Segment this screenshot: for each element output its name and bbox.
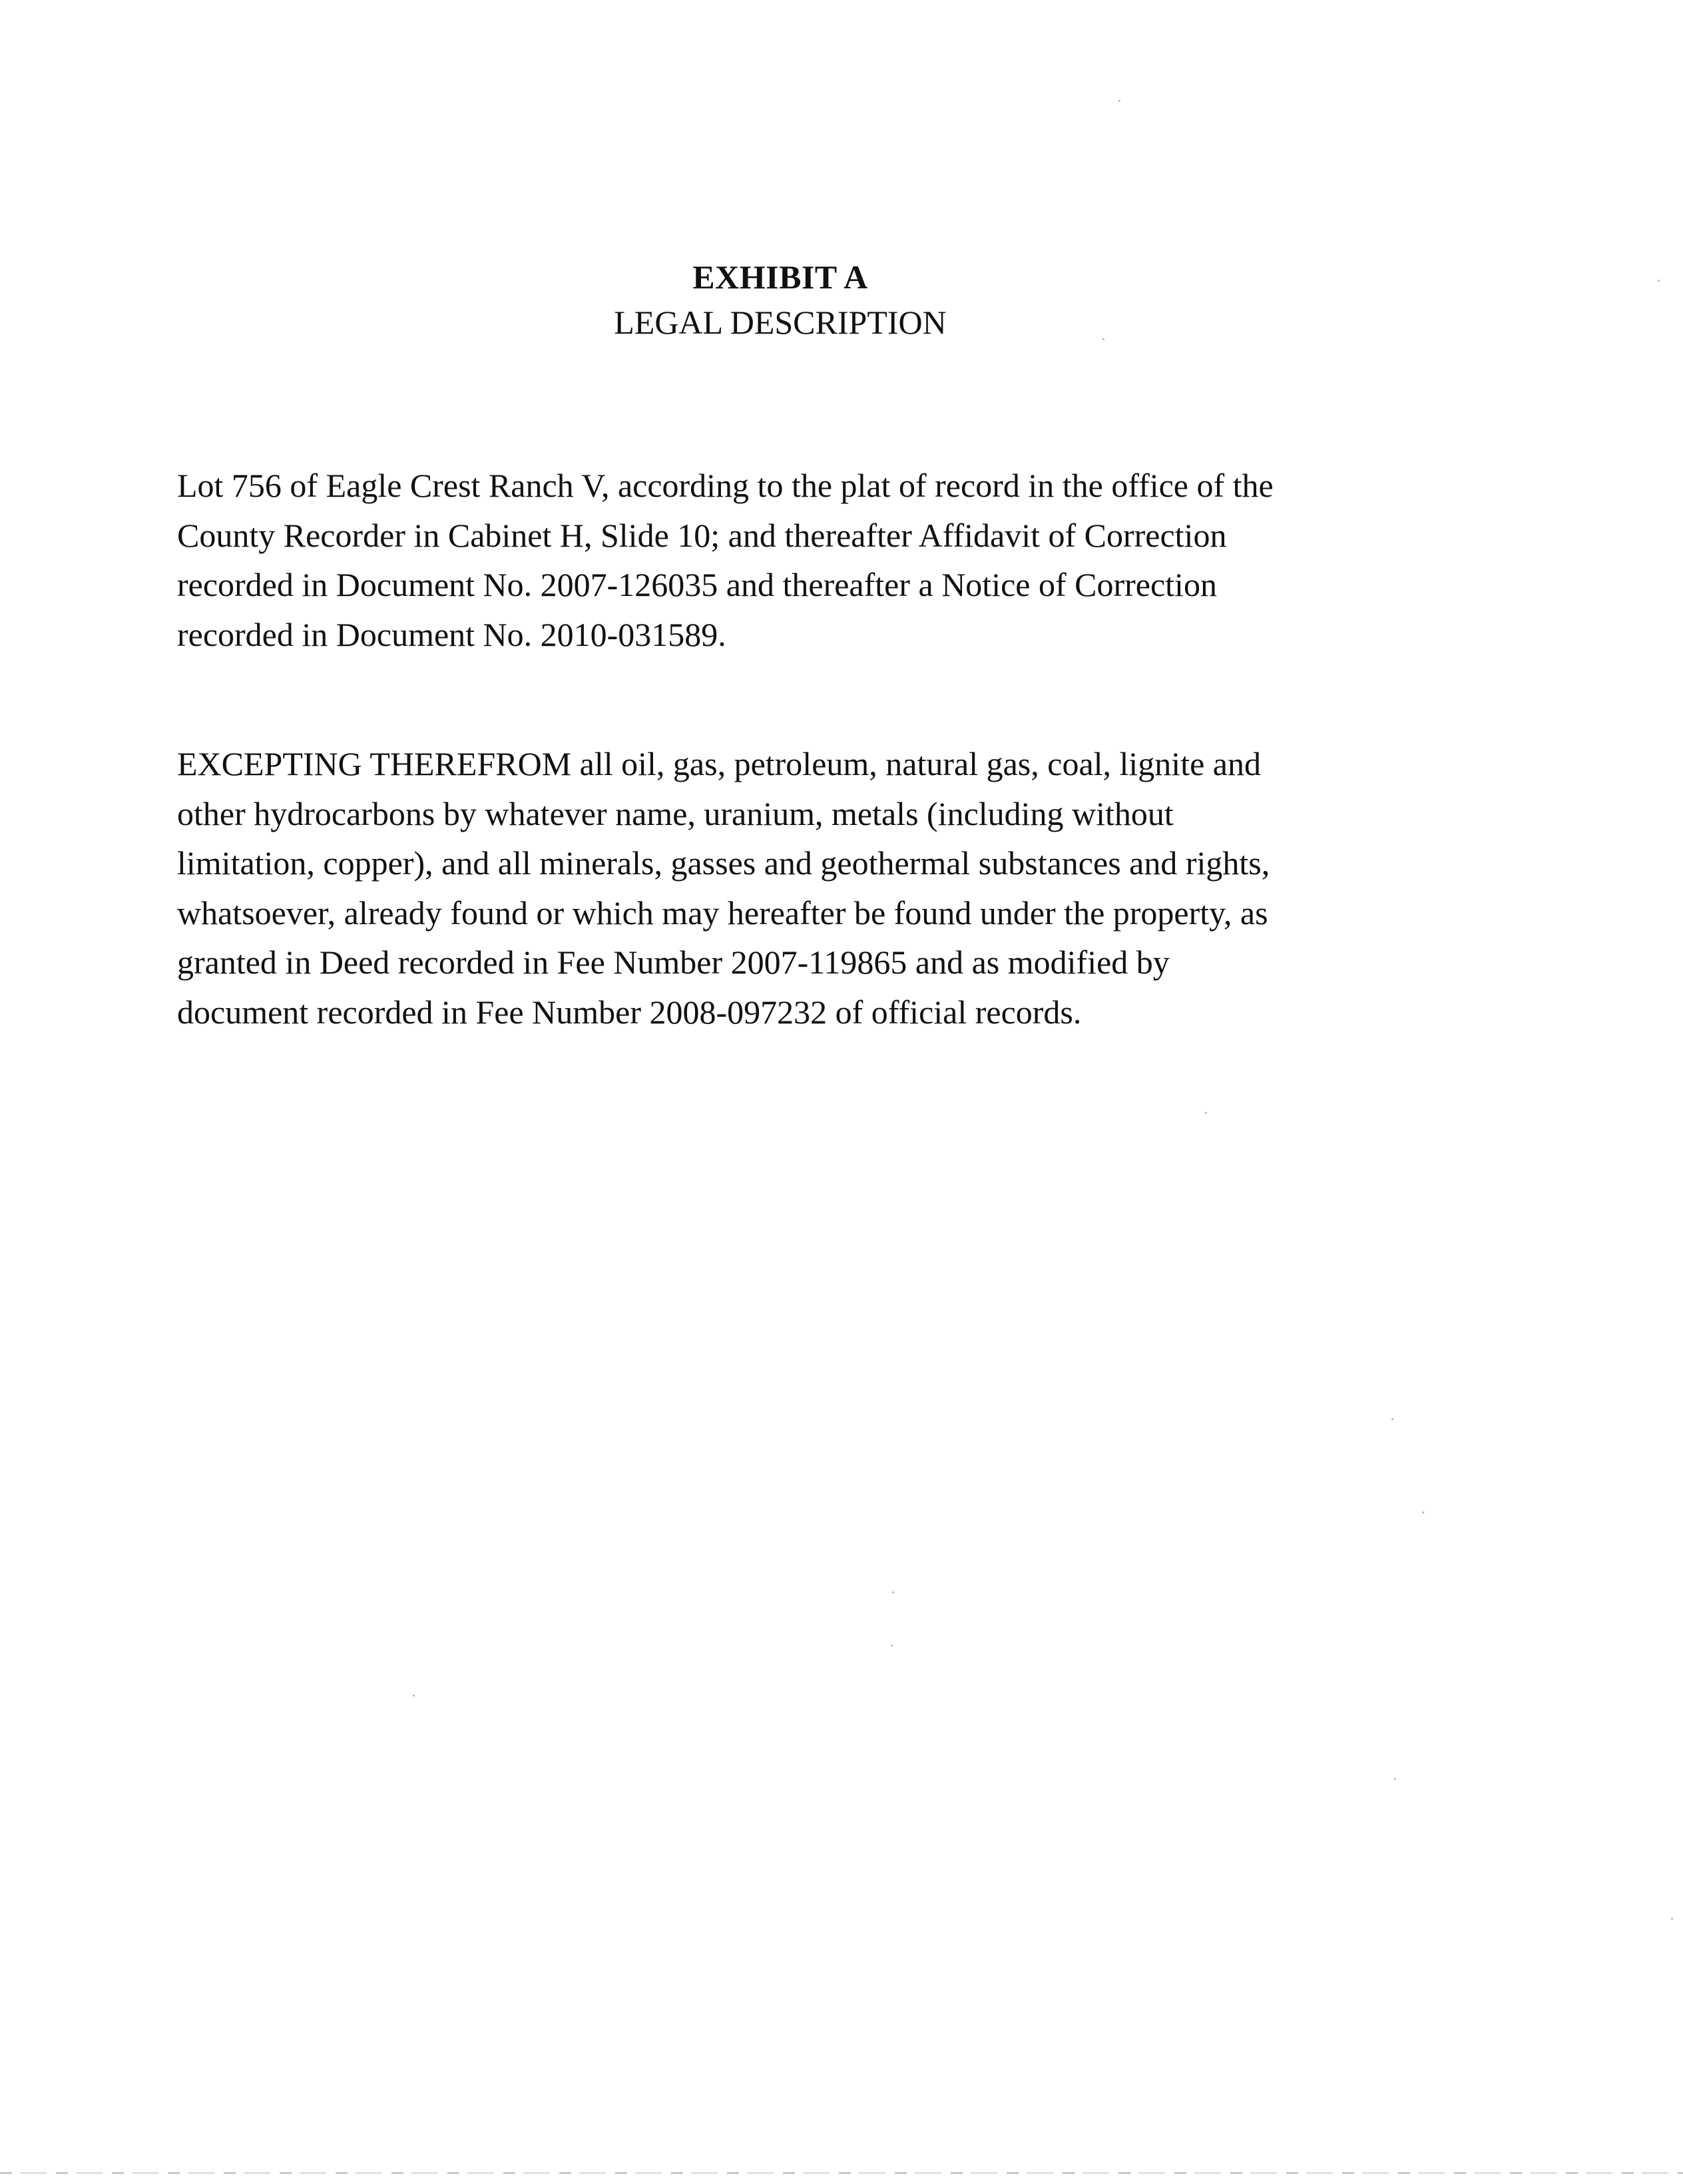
paragraph-line: limitation, copper), and all minerals, gasses and geothermal substances and rights, — [177, 844, 1270, 882]
paragraph-line: other hydrocarbons by whatever name, uranium, metals (including without — [177, 794, 1174, 832]
scan-bottom-edge — [0, 2172, 1683, 2174]
scan-speck — [1102, 338, 1104, 340]
scan-speck — [891, 1645, 893, 1647]
exhibit-title: EXHIBIT A — [692, 258, 868, 296]
scan-speck — [1118, 100, 1120, 102]
lot-description-paragraph — [177, 461, 1509, 659]
scan-speck — [1671, 1918, 1673, 1920]
scan-speck — [892, 1591, 894, 1593]
paragraph-line: granted in Deed recorded in Fee Number 2007-119865 and as modified by — [177, 944, 1170, 981]
scan-speck — [1394, 1778, 1396, 1780]
legal-description-heading: LEGAL DESCRIPTION — [614, 304, 947, 341]
scan-speck — [413, 1695, 415, 1697]
scan-speck — [1658, 280, 1660, 282]
paragraph-line: recorded in Document No. 2010-031589. — [177, 615, 726, 653]
paragraph-line: whatsoever, already found or which may hereafter be found under the property, as — [177, 894, 1268, 932]
paragraph-line: recorded in Document No. 2007-126035 and thereafter a Notice of Correction — [177, 566, 1217, 603]
paragraph-line: County Recorder in Cabinet H, Slide 10; and thereafter Affidavit of Correction — [177, 516, 1227, 554]
paragraph-line: EXCEPTING THEREFROM all oil, gas, petroleum, natural gas, coal, lignite and — [177, 745, 1261, 782]
scan-speck — [1422, 1511, 1424, 1513]
scan-speck — [1205, 1112, 1207, 1114]
mineral-exception-paragraph — [177, 739, 1509, 1037]
paragraph-line: document recorded in Fee Number 2008-097232 of official records. — [177, 993, 1082, 1031]
paragraph-line: Lot 756 of Eagle Crest Ranch V, according to the plat of record in the office of the — [177, 467, 1274, 504]
scan-speck — [1391, 1418, 1393, 1420]
